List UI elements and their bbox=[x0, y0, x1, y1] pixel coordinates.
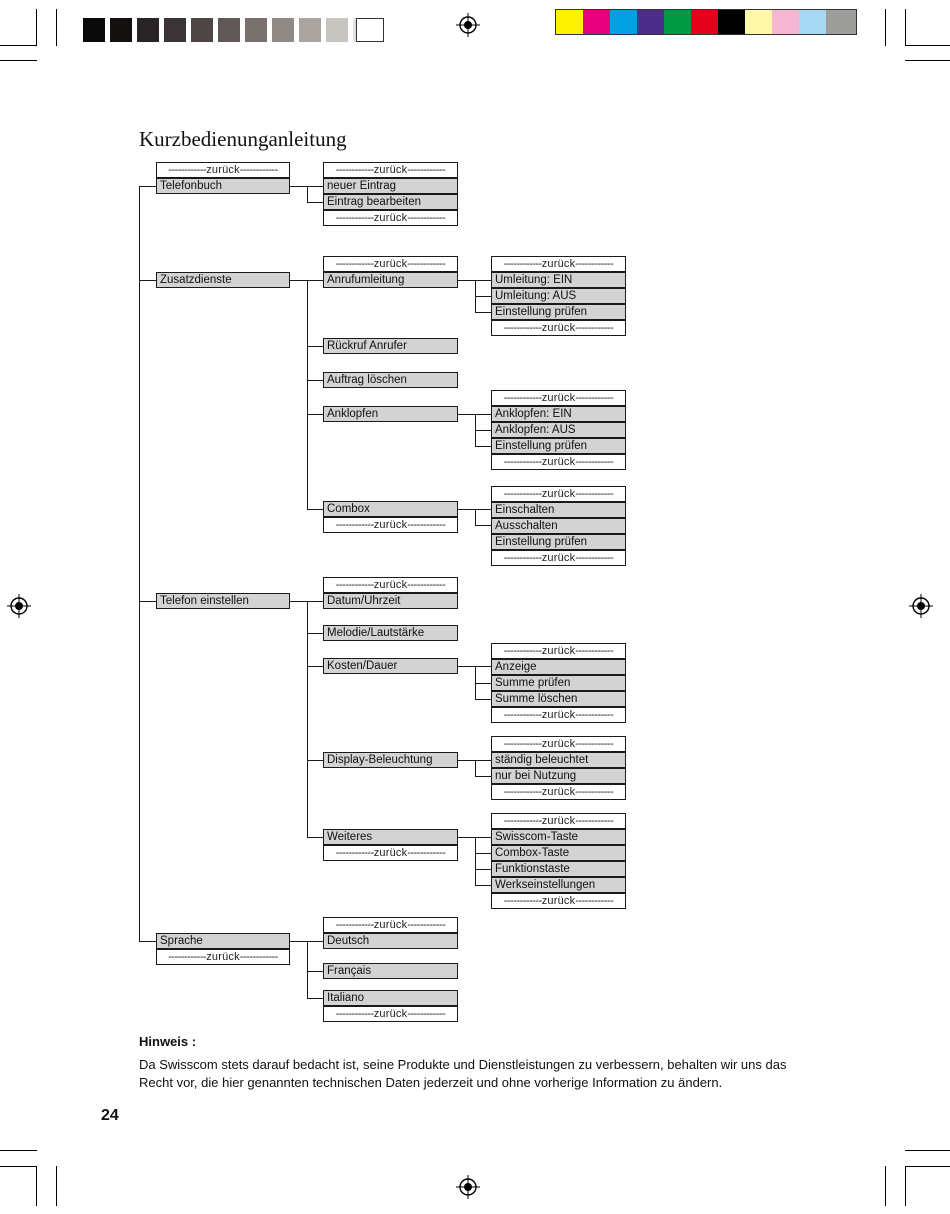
menu-item-einstellung-pruefen: Einstellung prüfen bbox=[491, 438, 626, 454]
connector bbox=[307, 186, 308, 202]
menu-item-francais: Français bbox=[323, 963, 458, 979]
menu-item-datum-uhrzeit: Datum/Uhrzeit bbox=[323, 593, 458, 609]
connector bbox=[139, 186, 156, 187]
menu-item-einstellung-pruefen: Einstellung prüfen bbox=[491, 304, 626, 320]
menu-item-sprache: Sprache bbox=[156, 933, 290, 949]
connector bbox=[475, 869, 491, 870]
color-swatch-light-blue bbox=[799, 10, 826, 34]
crop-mark bbox=[0, 1150, 37, 1151]
menu-item-eintrag-bearbeiten: Eintrag bearbeiten bbox=[323, 194, 458, 210]
menu-item-einstellung-pruefen: Einstellung prüfen bbox=[491, 534, 626, 550]
menu-back-item: ----- zurück ----- bbox=[491, 813, 626, 829]
crop-mark bbox=[0, 1166, 37, 1167]
color-swatch-gray bbox=[826, 10, 856, 34]
connector bbox=[457, 666, 491, 667]
menu-back-item: ----- zurück ----- bbox=[491, 256, 626, 272]
connector bbox=[475, 296, 491, 297]
crop-mark bbox=[885, 1166, 886, 1206]
crop-mark bbox=[905, 1166, 950, 1167]
connector bbox=[307, 509, 323, 510]
gray-swatch bbox=[164, 18, 186, 42]
registration-mark-icon bbox=[7, 594, 31, 618]
connector bbox=[307, 414, 323, 415]
connector bbox=[475, 683, 491, 684]
note-text: Da Swisscom stets darauf bedacht ist, seine Produkte und Dienstleistungen zu verbessern, behalten wir uns das Recht vor, die hier genannten technischen Daten jederzeit und ohne vorherige Information zu ändern. bbox=[139, 1057, 787, 1090]
menu-back-item: ----- zurück ----- bbox=[491, 784, 626, 800]
connector bbox=[475, 699, 491, 700]
connector bbox=[475, 430, 491, 431]
connector bbox=[307, 346, 323, 347]
menu-back-item: ----- zurück ----- bbox=[323, 577, 458, 593]
gray-swatch bbox=[137, 18, 159, 42]
menu-back-item: ----- zurück ----- bbox=[491, 707, 626, 723]
menu-back-item: ----- zurück ----- bbox=[491, 643, 626, 659]
menu-item-umleitung-aus: Umleitung: AUS bbox=[491, 288, 626, 304]
menu-item-anklopfen-aus: Anklopfen: AUS bbox=[491, 422, 626, 438]
menu-back-item: ----- zurück ----- bbox=[156, 949, 290, 965]
connector bbox=[475, 853, 491, 854]
menu-back-item: ----- zurück ----- bbox=[156, 162, 290, 178]
color-swatch-cyan bbox=[610, 10, 637, 34]
menu-item-kosten-dauer: Kosten/Dauer bbox=[323, 658, 458, 674]
menu-item-swisscom-taste: Swisscom-Taste bbox=[491, 829, 626, 845]
gray-swatch bbox=[299, 18, 321, 42]
menu-item-einschalten: Einschalten bbox=[491, 502, 626, 518]
menu-item-combox-taste: Combox-Taste bbox=[491, 845, 626, 861]
gray-swatch bbox=[110, 18, 132, 42]
menu-item-staendig-beleuchtet: ständig beleuchtet bbox=[491, 752, 626, 768]
gray-swatch bbox=[272, 18, 294, 42]
crop-mark bbox=[0, 60, 37, 61]
menu-back-item: ----- zurück ----- bbox=[323, 162, 458, 178]
gray-swatch bbox=[245, 18, 267, 42]
connector bbox=[457, 760, 491, 761]
menu-back-item: ----- zurück ----- bbox=[323, 256, 458, 272]
note-heading: Hinweis : bbox=[139, 1034, 197, 1049]
gray-scale-bar bbox=[83, 9, 383, 33]
connector bbox=[307, 760, 323, 761]
crop-mark bbox=[36, 1166, 37, 1206]
connector bbox=[457, 414, 491, 415]
menu-back-item: ----- zurück ----- bbox=[491, 390, 626, 406]
menu-item-weiteres: Weiteres bbox=[323, 829, 458, 845]
menu-back-item: ----- zurück ----- bbox=[491, 550, 626, 566]
connector bbox=[139, 941, 156, 942]
menu-item-combox: Combox bbox=[323, 501, 458, 517]
menu-item-summe-loeschen: Summe löschen bbox=[491, 691, 626, 707]
connector bbox=[475, 837, 476, 885]
color-swatch-red bbox=[691, 10, 718, 34]
menu-back-item: ----- zurück ----- bbox=[491, 320, 626, 336]
menu-item-anrufumleitung: Anrufumleitung bbox=[323, 272, 458, 288]
connector bbox=[457, 509, 491, 510]
menu-item-italiano: Italiano bbox=[323, 990, 458, 1006]
color-swatch-magenta bbox=[583, 10, 610, 34]
crop-mark bbox=[905, 45, 950, 46]
connector bbox=[307, 666, 323, 667]
crop-mark bbox=[0, 45, 37, 46]
menu-back-item: ----- zurück ----- bbox=[323, 517, 458, 533]
connector bbox=[475, 446, 491, 447]
menu-item-telefonbuch: Telefonbuch bbox=[156, 178, 290, 194]
menu-item-anklopfen: Anklopfen bbox=[323, 406, 458, 422]
color-swatch-black bbox=[718, 10, 745, 34]
crop-mark bbox=[905, 9, 906, 46]
gray-swatch bbox=[356, 18, 384, 42]
color-swatch-light-yellow bbox=[745, 10, 772, 34]
menu-back-item: ----- zurück ----- bbox=[491, 454, 626, 470]
menu-back-item: ----- zurück ----- bbox=[491, 736, 626, 752]
gray-swatch bbox=[83, 18, 105, 42]
menu-back-item: ----- zurück ----- bbox=[491, 893, 626, 909]
gray-swatch bbox=[326, 18, 348, 42]
menu-back-item: ----- zurück ----- bbox=[491, 486, 626, 502]
connector bbox=[475, 312, 491, 313]
color-bar bbox=[555, 9, 857, 35]
connector bbox=[307, 998, 323, 999]
gray-swatch bbox=[191, 18, 213, 42]
menu-item-umleitung-ein: Umleitung: EIN bbox=[491, 272, 626, 288]
connector bbox=[457, 280, 491, 281]
menu-item-melodie-lautstaerke: Melodie/Lautstärke bbox=[323, 625, 458, 641]
gray-swatch bbox=[218, 18, 240, 42]
crop-mark bbox=[905, 1166, 906, 1206]
menu-back-item: ----- zurück ----- bbox=[323, 845, 458, 861]
connector bbox=[139, 186, 140, 942]
menu-back-item: ----- zurück ----- bbox=[323, 210, 458, 226]
menu-back-item: ----- zurück ----- bbox=[323, 917, 458, 933]
menu-back-item: ----- zurück ----- bbox=[323, 1006, 458, 1022]
crop-mark bbox=[36, 9, 37, 46]
menu-item-summe-pruefen: Summe prüfen bbox=[491, 675, 626, 691]
color-swatch-violet bbox=[637, 10, 664, 34]
connector bbox=[475, 525, 491, 526]
menu-item-anklopfen-ein: Anklopfen: EIN bbox=[491, 406, 626, 422]
page-title: Kurzbedienunganleitung bbox=[139, 127, 347, 151]
connector bbox=[307, 941, 308, 998]
menu-item-zusatzdienste: Zusatzdienste bbox=[156, 272, 290, 288]
connector bbox=[475, 760, 476, 776]
connector bbox=[475, 509, 476, 525]
connector bbox=[475, 885, 491, 886]
connector bbox=[457, 837, 491, 838]
connector bbox=[307, 601, 308, 837]
connector bbox=[475, 776, 491, 777]
connector bbox=[139, 601, 156, 602]
menu-item-funktionstaste: Funktionstaste bbox=[491, 861, 626, 877]
menu-item-deutsch: Deutsch bbox=[323, 933, 458, 949]
page-number: 24 bbox=[101, 1107, 119, 1124]
connector bbox=[307, 280, 308, 510]
menu-item-neuer-eintrag: neuer Eintrag bbox=[323, 178, 458, 194]
connector bbox=[307, 202, 323, 203]
menu-item-rueckruf-anrufer: Rückruf Anrufer bbox=[323, 338, 458, 354]
color-swatch-yellow bbox=[556, 10, 583, 34]
menu-item-anzeige: Anzeige bbox=[491, 659, 626, 675]
menu-item-werkseinstellungen: Werkseinstellungen bbox=[491, 877, 626, 893]
registration-mark-icon bbox=[456, 1175, 480, 1199]
crop-mark bbox=[56, 9, 57, 46]
crop-mark bbox=[905, 60, 950, 61]
connector bbox=[307, 971, 323, 972]
menu-item-nur-bei-nutzung: nur bei Nutzung bbox=[491, 768, 626, 784]
connector bbox=[307, 380, 323, 381]
crop-mark bbox=[905, 1150, 950, 1151]
connector bbox=[307, 837, 323, 838]
connector bbox=[307, 633, 323, 634]
color-swatch-pink bbox=[772, 10, 799, 34]
connector bbox=[139, 280, 156, 281]
menu-item-telefon-einstellen: Telefon einstellen bbox=[156, 593, 290, 609]
crop-mark bbox=[885, 9, 886, 46]
registration-mark-icon bbox=[909, 594, 933, 618]
menu-item-auftrag-loeschen: Auftrag löschen bbox=[323, 372, 458, 388]
menu-item-ausschalten: Ausschalten bbox=[491, 518, 626, 534]
crop-mark bbox=[56, 1166, 57, 1206]
menu-item-display-beleuchtung: Display-Beleuchtung bbox=[323, 752, 458, 768]
color-swatch-green bbox=[664, 10, 691, 34]
registration-mark-icon bbox=[456, 13, 480, 37]
